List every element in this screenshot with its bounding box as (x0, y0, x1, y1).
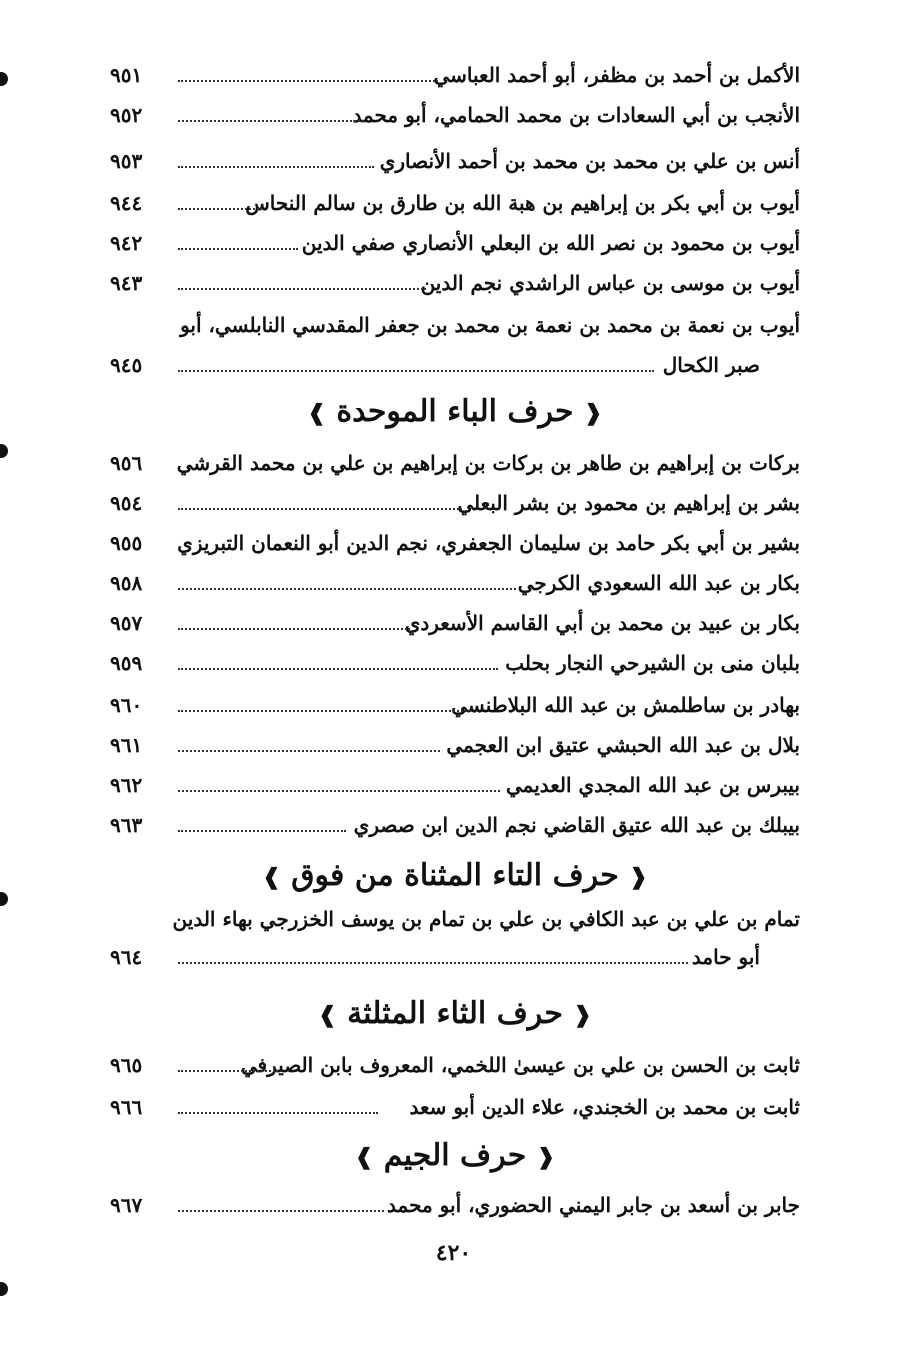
entry-name: صبر الكحال (662, 353, 760, 377)
entry-name: بيبلك بن عبد الله عتيق القاضي نجم الدين ابن صصري (353, 813, 800, 837)
entry-name: بشير بن أبي بكر حامد بن سليمان الجعفري، نجم الدين أبو النعمان التبريزي (177, 531, 800, 555)
heading-text: حرف الثاء المثلثة (347, 996, 563, 1031)
ornament-icon: ❱ (262, 864, 281, 890)
dot-leader (178, 370, 654, 372)
dot-leader (178, 1112, 378, 1114)
entry-name: الأكمل بن أحمد بن مظفر، أبو أحمد العباسي (433, 63, 800, 87)
section-heading-jim (110, 1136, 800, 1177)
entry-name: بكار بن عبيد بن محمد بن أبي القاسم الأسعردي (404, 611, 800, 635)
entry-name: أيوب بن محمود بن نصر الله بن البعلي الأنصاري صفي الدين (301, 231, 800, 255)
index-entry (110, 186, 800, 220)
ornament-icon: ❱ (307, 400, 326, 426)
entry-number: ٩٦٤ (110, 945, 143, 969)
entry-number: ٩٤٤ (110, 191, 143, 215)
entry-number: ٩٦٠ (110, 693, 143, 717)
index-entry (110, 98, 800, 132)
section-heading-ta (110, 856, 800, 897)
entry-name: بلال بن عبد الله الحبشي عتيق ابن العجمي (446, 733, 800, 757)
dot-leader (178, 1210, 384, 1212)
dot-leader (178, 80, 438, 82)
index-entry (110, 58, 800, 92)
entry-number: ٩٦٥ (110, 1053, 143, 1077)
heading-text: حرف الباء الموحدة (336, 394, 574, 429)
index-entry (110, 348, 800, 382)
index-entry (110, 266, 800, 300)
dot-leader (178, 248, 298, 250)
margin-mark (0, 72, 8, 86)
index-entry (110, 940, 800, 974)
index-entry (110, 566, 800, 600)
dot-leader (178, 790, 500, 792)
entry-name: بركات بن إبراهيم بن طاهر بن بركات بن إبراهيم بن علي بن محمد القرشي (176, 451, 800, 475)
dot-leader (178, 508, 462, 510)
index-entry (110, 526, 800, 560)
dot-leader (178, 288, 426, 290)
margin-mark (0, 892, 8, 906)
page-number: ٤٢٠ (435, 1240, 472, 1266)
entry-number: ٩٦٣ (110, 813, 143, 837)
entry-number: ٩٥٧ (110, 611, 143, 635)
section-heading-ba (110, 392, 800, 433)
dot-leader (178, 628, 410, 630)
entry-number: ٩٥٤ (110, 491, 143, 515)
entry-number: ٩٦٧ (110, 1193, 143, 1217)
ornament-icon: ❰ (584, 400, 603, 426)
margin-mark (0, 444, 8, 458)
dot-leader (178, 166, 374, 168)
dot-leader (178, 588, 516, 590)
entry-number: ٩٤٢ (110, 231, 143, 255)
entry-name: الأنجب بن أبي السعادات بن محمد الحمامي، أبو محمد (352, 103, 800, 127)
entry-name: بيبرس بن عبد الله المجدي العديمي (505, 773, 800, 797)
dot-leader (178, 120, 364, 122)
ornament-icon: ❰ (629, 864, 648, 890)
index-entry (110, 646, 800, 680)
entry-name: أبو حامد (691, 945, 760, 969)
index-entry (110, 486, 800, 520)
heading-text: حرف التاء المثناة من فوق (291, 858, 619, 893)
section-heading-tha (110, 994, 800, 1035)
entry-number: ٩٦٢ (110, 773, 143, 797)
entry-number: ٩٥٣ (110, 149, 143, 173)
ornament-icon: ❰ (573, 1002, 592, 1028)
ornament-icon: ❱ (354, 1144, 374, 1170)
entry-name: بلبان منى بن الشيرحي النجار بحلب (505, 651, 800, 675)
entry-name: جابر بن أسعد بن جابر اليمني الحضوري، أبو محمد (387, 1193, 800, 1217)
entry-number: ٩٦٦ (110, 1095, 143, 1119)
entry-number: ٩٥٩ (110, 651, 143, 675)
dot-leader (178, 750, 440, 752)
entry-name: بشر بن إبراهيم بن محمود بن بشر البعلي (457, 491, 800, 515)
index-entry (110, 728, 800, 762)
index-entry (110, 144, 800, 178)
entry-number: ٩٥٦ (110, 451, 143, 475)
dot-leader (178, 668, 498, 670)
entry-name: بكار بن عبد الله السعودي الكرجي (517, 571, 800, 595)
dot-leader (178, 830, 346, 832)
dot-leader (178, 710, 470, 712)
ornament-icon: ❱ (318, 1002, 337, 1028)
index-entry (110, 768, 800, 802)
entry-name: أيوب بن أبي بكر بن إبراهيم بن هبة الله بن طارق بن سالم النحاس (245, 191, 800, 215)
index-entry (110, 1188, 800, 1222)
index-entry (110, 1048, 800, 1082)
entry-first-line: تمام بن علي بن عبد الكافي بن علي بن تمام بن يوسف الخزرجي بهاء الدين (172, 907, 800, 931)
dot-leader (178, 1070, 278, 1072)
index-entry (110, 688, 800, 722)
margin-mark (0, 1282, 8, 1296)
entry-number: ٩٥٨ (110, 571, 143, 595)
dot-leader (178, 962, 688, 964)
entry-number: ٩٦١ (110, 733, 143, 757)
entry-first-line: أيوب بن نعمة بن محمد بن نعمة بن محمد بن جعفر المقدسي النابلسي، أبو (180, 313, 800, 337)
dot-leader (178, 208, 262, 210)
index-entry (110, 808, 800, 842)
entry-number: ٩٥٢ (110, 103, 143, 127)
entry-name: أيوب بن موسى بن عباس الراشدي نجم الدين (420, 271, 800, 295)
entry-name: ثابت بن محمد بن الخجندي، علاء الدين أبو سعد (409, 1095, 800, 1119)
index-entry (110, 226, 800, 260)
index-entry (110, 446, 800, 480)
entry-name: بهادر بن ساطلمش بن عبد الله البلاطنسي (451, 693, 800, 717)
entry-number: ٩٤٥ (110, 353, 143, 377)
index-entry (110, 1090, 800, 1124)
entry-number: ٩٥٥ (110, 531, 143, 555)
index-entry (110, 606, 800, 640)
heading-text: حرف الجيم (383, 1138, 527, 1173)
entry-name: أنس بن علي بن محمد بن محمد بن أحمد الأنصاري (379, 149, 800, 173)
entry-number: ٩٤٣ (110, 271, 143, 295)
entry-name: ثابت بن الحسن بن علي بن عيسىٰ اللخمي، المعروف بابن الصيرفي (240, 1053, 800, 1077)
entry-number: ٩٥١ (110, 63, 143, 87)
ornament-icon: ❰ (536, 1144, 556, 1170)
